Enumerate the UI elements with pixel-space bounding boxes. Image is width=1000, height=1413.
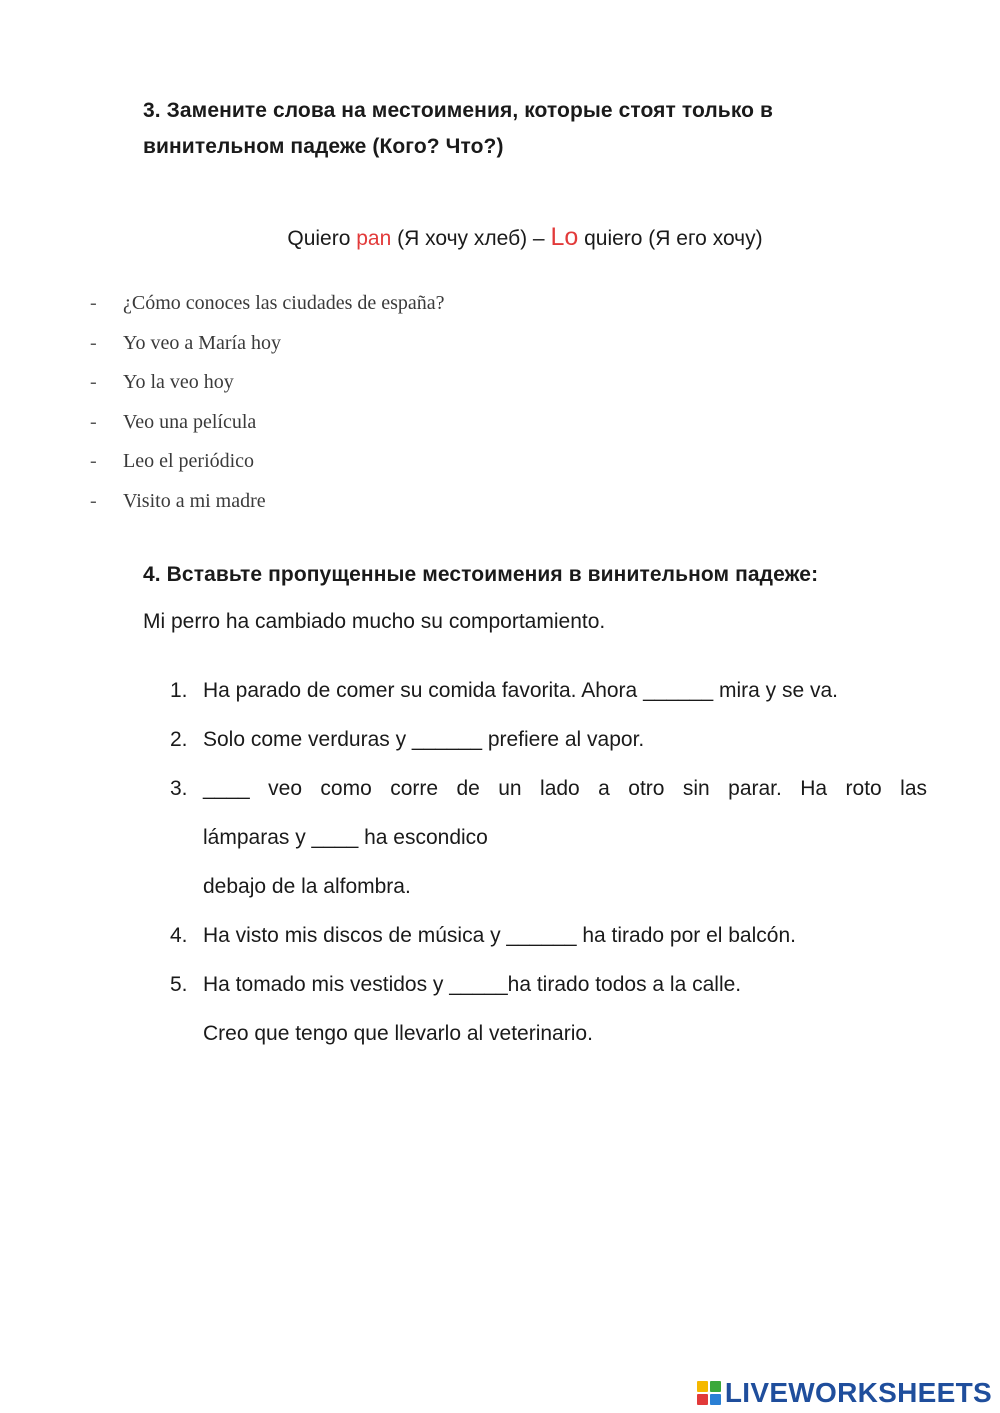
exercise-text: Solo come verduras y ______ prefiere al vapor.	[203, 728, 645, 751]
exercise-text-line2: lámparas y ____ ha escondico	[203, 826, 488, 849]
list-item	[90, 442, 445, 482]
example-sentence	[0, 220, 1000, 256]
example-highlight-pronoun: Lo	[550, 223, 579, 251]
list-item-text: Yo veo a María hoy	[123, 331, 281, 354]
list-item	[90, 324, 445, 364]
example-part3: (Я хочу хлеб) –	[391, 227, 551, 250]
logo-wordmark: LIVEWORKSHEETS	[724, 1377, 992, 1408]
exercise-text: Ha tomado mis vestidos y _____ha tirado todos a la calle.	[203, 973, 742, 996]
exercise-item	[170, 764, 927, 911]
list-item-text: Leo el periódico	[123, 450, 255, 473]
exercise-text-line3: debajo de la alfombra.	[203, 875, 411, 898]
logo-blocks-icon	[697, 1381, 721, 1405]
logo-block-icon	[710, 1381, 721, 1392]
exercise-number: 5.	[170, 973, 188, 996]
section-4-title: 4. Вставьте пропущенные местоимения в винительном падеже:	[143, 563, 819, 586]
section-3-title-line1: 3. Замените слова на местоимения, которые стоят только в	[143, 99, 774, 122]
exercise-text-line2: Creo que tengo que llevarlo al veterinario.	[203, 1022, 593, 1045]
exercise-item	[170, 715, 927, 764]
exercise-number: 2.	[170, 728, 188, 751]
list-item-text: ¿Cómo conoces las ciudades de españa?	[123, 292, 445, 314]
exercise-list	[170, 666, 927, 1058]
exercise-item	[170, 666, 927, 715]
dash-bullet: -	[90, 371, 97, 394]
exercise-item	[170, 911, 927, 960]
dash-bullet: -	[90, 489, 97, 512]
dash-bullet: -	[90, 410, 97, 433]
exercise-number: 1.	[170, 679, 188, 702]
exercise-text: Ha visto mis discos de música y ______ ha tirado por el balcón.	[203, 924, 796, 947]
dash-bullet: -	[90, 292, 97, 314]
logo-block-icon	[697, 1381, 708, 1392]
exercise-text: Ha parado de comer su comida favorita. Ahora ______ mira y se va.	[203, 679, 839, 702]
exercise-number: 3.	[170, 777, 188, 800]
example-part1: Quiero	[287, 227, 357, 250]
logo-block-icon	[697, 1394, 708, 1405]
section-4-intro: Mi perro ha cambiado mucho su comportamiento.	[143, 610, 606, 633]
list-item	[90, 403, 445, 443]
list-item-text: Veo una película	[123, 410, 257, 433]
dash-bullet: -	[90, 331, 97, 354]
list-item	[90, 284, 445, 324]
sentence-list	[90, 284, 445, 522]
list-item	[90, 482, 445, 522]
example-highlight-noun: pan	[356, 227, 392, 250]
dash-bullet: -	[90, 450, 97, 473]
list-item	[90, 363, 445, 403]
example-part5: quiero (Я его хочу)	[578, 227, 763, 250]
section-3-title	[143, 93, 863, 165]
list-item-text: Yo la veo hoy	[123, 371, 234, 394]
logo-block-icon	[710, 1394, 721, 1405]
exercise-text-line1: ____ veo como corre de un lado a otro sin parar. Ha roto las	[203, 777, 927, 800]
exercise-number: 4.	[170, 924, 188, 947]
liveworksheets-logo	[697, 1376, 992, 1410]
exercise-item	[170, 960, 927, 1058]
list-item-text: Visito a mi madre	[123, 489, 266, 512]
section-3-title-line2: винительном падеже (Кого? Что?)	[143, 135, 504, 158]
